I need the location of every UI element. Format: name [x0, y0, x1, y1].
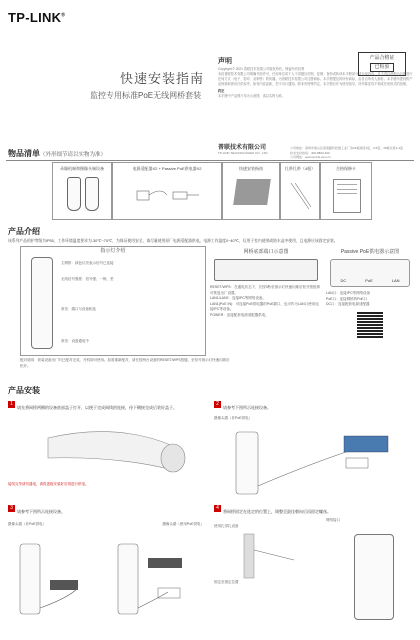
guide-booklet-icon	[233, 179, 271, 205]
led-label: 常亮：设备通电中	[61, 339, 89, 343]
connection-diagram-b	[8, 528, 204, 628]
led-label: 无线信号强度：信号强、一般、差	[61, 277, 114, 281]
connection-diagram-a	[214, 422, 410, 508]
diagram-title: 摄像头端（非PoE供电）	[8, 522, 47, 526]
port-desc: LAN1/LAN2：连接IPC等网络设备。	[210, 296, 266, 300]
packing-item-warranty: 合格保修卡	[320, 162, 372, 220]
company-info: 普联技术有限公司 TP-LINK TECHNOLOGIES CO., LTD.	[218, 145, 269, 155]
pole-mount-diagram	[214, 530, 324, 580]
page-title: 快速安装指南	[120, 71, 205, 86]
poe-panel-title: Passive PoE供电器示意图	[340, 249, 400, 255]
poe-panel	[326, 248, 414, 338]
poe-port-desc: DC口：连接配套电源适配器	[326, 302, 370, 306]
install-step-2: 2请参考下图所示连接设备。 摄像头端（非PoE供电）	[214, 396, 414, 508]
ports-panel-title: 网桥底部端口示意图	[243, 249, 289, 255]
poe-port-desc: LAN口：连接IPC等网络设备	[326, 291, 371, 295]
bridge-device-icon	[85, 177, 99, 211]
packing-item-devices: 录像机端和摄像头端设备	[52, 162, 112, 220]
power-adapter-icon	[133, 185, 203, 207]
bridge-device-icon	[354, 534, 394, 620]
company-contact: 公司地址：深圳市南山区深南路科技园工业厂房24栋南段1层、3-5层、28栋北段1-4层 技术支持热线：400-8863-400 公司网址：www.tp-link.com.cn	[290, 146, 404, 159]
page-subtitle: 监控专用标准PoE无线网桥套装	[90, 91, 202, 100]
packing-item-guide: 快速安装指南	[222, 162, 280, 220]
port-desc: LAN1(PoE IN)：可连接PoE供电器的PoE端口，也可作为LAN口使用连接IPC等设备。	[210, 301, 319, 311]
led-label: 常亮：端口与设备相连	[61, 307, 96, 311]
led-label: 主网桥：绿色灯亮表示信号已连接	[61, 261, 114, 265]
install-warning: 接线完毕请勿通电，请将盖板安装好后再进行供电。	[8, 482, 89, 486]
install-step-1: 1请先将网桥两侧的设备底部盖子打开，以便于完成网线的连接，待下侧接完成后装好盖子。 接线完毕请勿通电，请将盖板安装好后再进行供电。	[8, 396, 204, 488]
install-title: 产品安装	[8, 386, 40, 395]
diagram-title: 网络接口	[326, 518, 340, 522]
warranty-card-icon	[333, 179, 361, 213]
intro-desc: 该系列产品的护等级为IP55，工作环境温度要求为-30℃~70℃，为保证使用安全，请尽量使用原厂电源适配器供电。电源工作温度0~40℃，仅用于室内使用或防水盒中使用，且电源应该固定安装。	[8, 239, 338, 243]
tplink-logo: TP-LINK®	[8, 10, 66, 25]
intro-title: 产品介绍	[8, 227, 40, 236]
packing-item-zipties: 扎带扎带（4根）	[280, 162, 320, 220]
ports-panel	[210, 248, 322, 318]
poe-port-label: PoE	[365, 278, 373, 283]
led-panel-title: 指示灯介绍	[100, 248, 126, 254]
install-step-4: 4将网桥固定在选定的位置上，调整至最佳朝向后再固定螺丝。 使用扎带扎设备 固定至指定位置 网络接口	[214, 500, 414, 585]
led-panel	[20, 246, 206, 356]
bridge-device-icon	[67, 177, 81, 211]
diagram-title: 摄像头端（使用PoE供电）	[162, 522, 204, 526]
zip-tie-icon	[287, 179, 315, 213]
divider	[6, 160, 414, 161]
pairing-note: 配对说明：套装设备出厂时已配对完成，开机即可使用。如需重新配对，请长按两台设备的RESET/WPS按键，至信号指示灯快速闪烁后松开。	[20, 358, 230, 368]
quality-certificate: 产品合格证 已检验	[358, 52, 406, 76]
port-desc: POWER：连接配套电源适配器供电。	[210, 312, 269, 317]
bridge-device-icon	[31, 257, 53, 349]
qr-code	[357, 312, 383, 338]
packing-item-adapters: 电源适配器X2 + Passive PoE供电器X2	[112, 162, 222, 220]
bridge-bottom-icon	[214, 259, 318, 281]
bridge-open-cover-diagram	[8, 418, 198, 482]
poe-port-label: DC	[340, 278, 347, 283]
fix-label: 使用扎带扎设备	[214, 524, 239, 528]
diagram-title: 摄像头端（非PoE供电）	[214, 416, 253, 420]
poe-port-desc: PoE口：连接网桥的PoE口	[326, 296, 368, 301]
declaration-title: 声明	[218, 58, 232, 65]
install-step-3: 3请参考下图所示连接设备。 摄像头端（非PoE供电） 摄像头端（使用PoE供电）	[8, 500, 204, 628]
poe-port-label: LAN	[391, 278, 400, 283]
fix-label: 固定至指定位置	[214, 579, 239, 584]
port-desc: RESET/WPS：在通电状态下，长按3秒至指示灯快速闪烁后松开按钮即可恢复出厂设置。	[210, 285, 321, 295]
declaration-text: Copyright © 2021 普联技术有限公司版权所有，保留所有权利 未经普联技术有限公司明确书面许可，任何单位或个人不得擅自仿制、复制、誊抄或转译本手册部分或全部内容，且不得以营利为目的进行任何方式（电子、影印、录制等）的传播。为普联技术有限公司注册商标。本手册提及的所有商标，由各自所有人拥有。本手册所提到的产品规格和资讯仅供参考，如有内容更新，恕不另行通知。除非有特殊约定，本手册仅作为使用指导，所作陈述均不构成任何形式的担保。 约定 本手册中产品图片均为示意图，请以实物为准。	[218, 67, 413, 98]
packing-title: 物品清单（外形细节请以实物为准）	[8, 149, 107, 158]
poe-injector-icon	[330, 259, 410, 287]
